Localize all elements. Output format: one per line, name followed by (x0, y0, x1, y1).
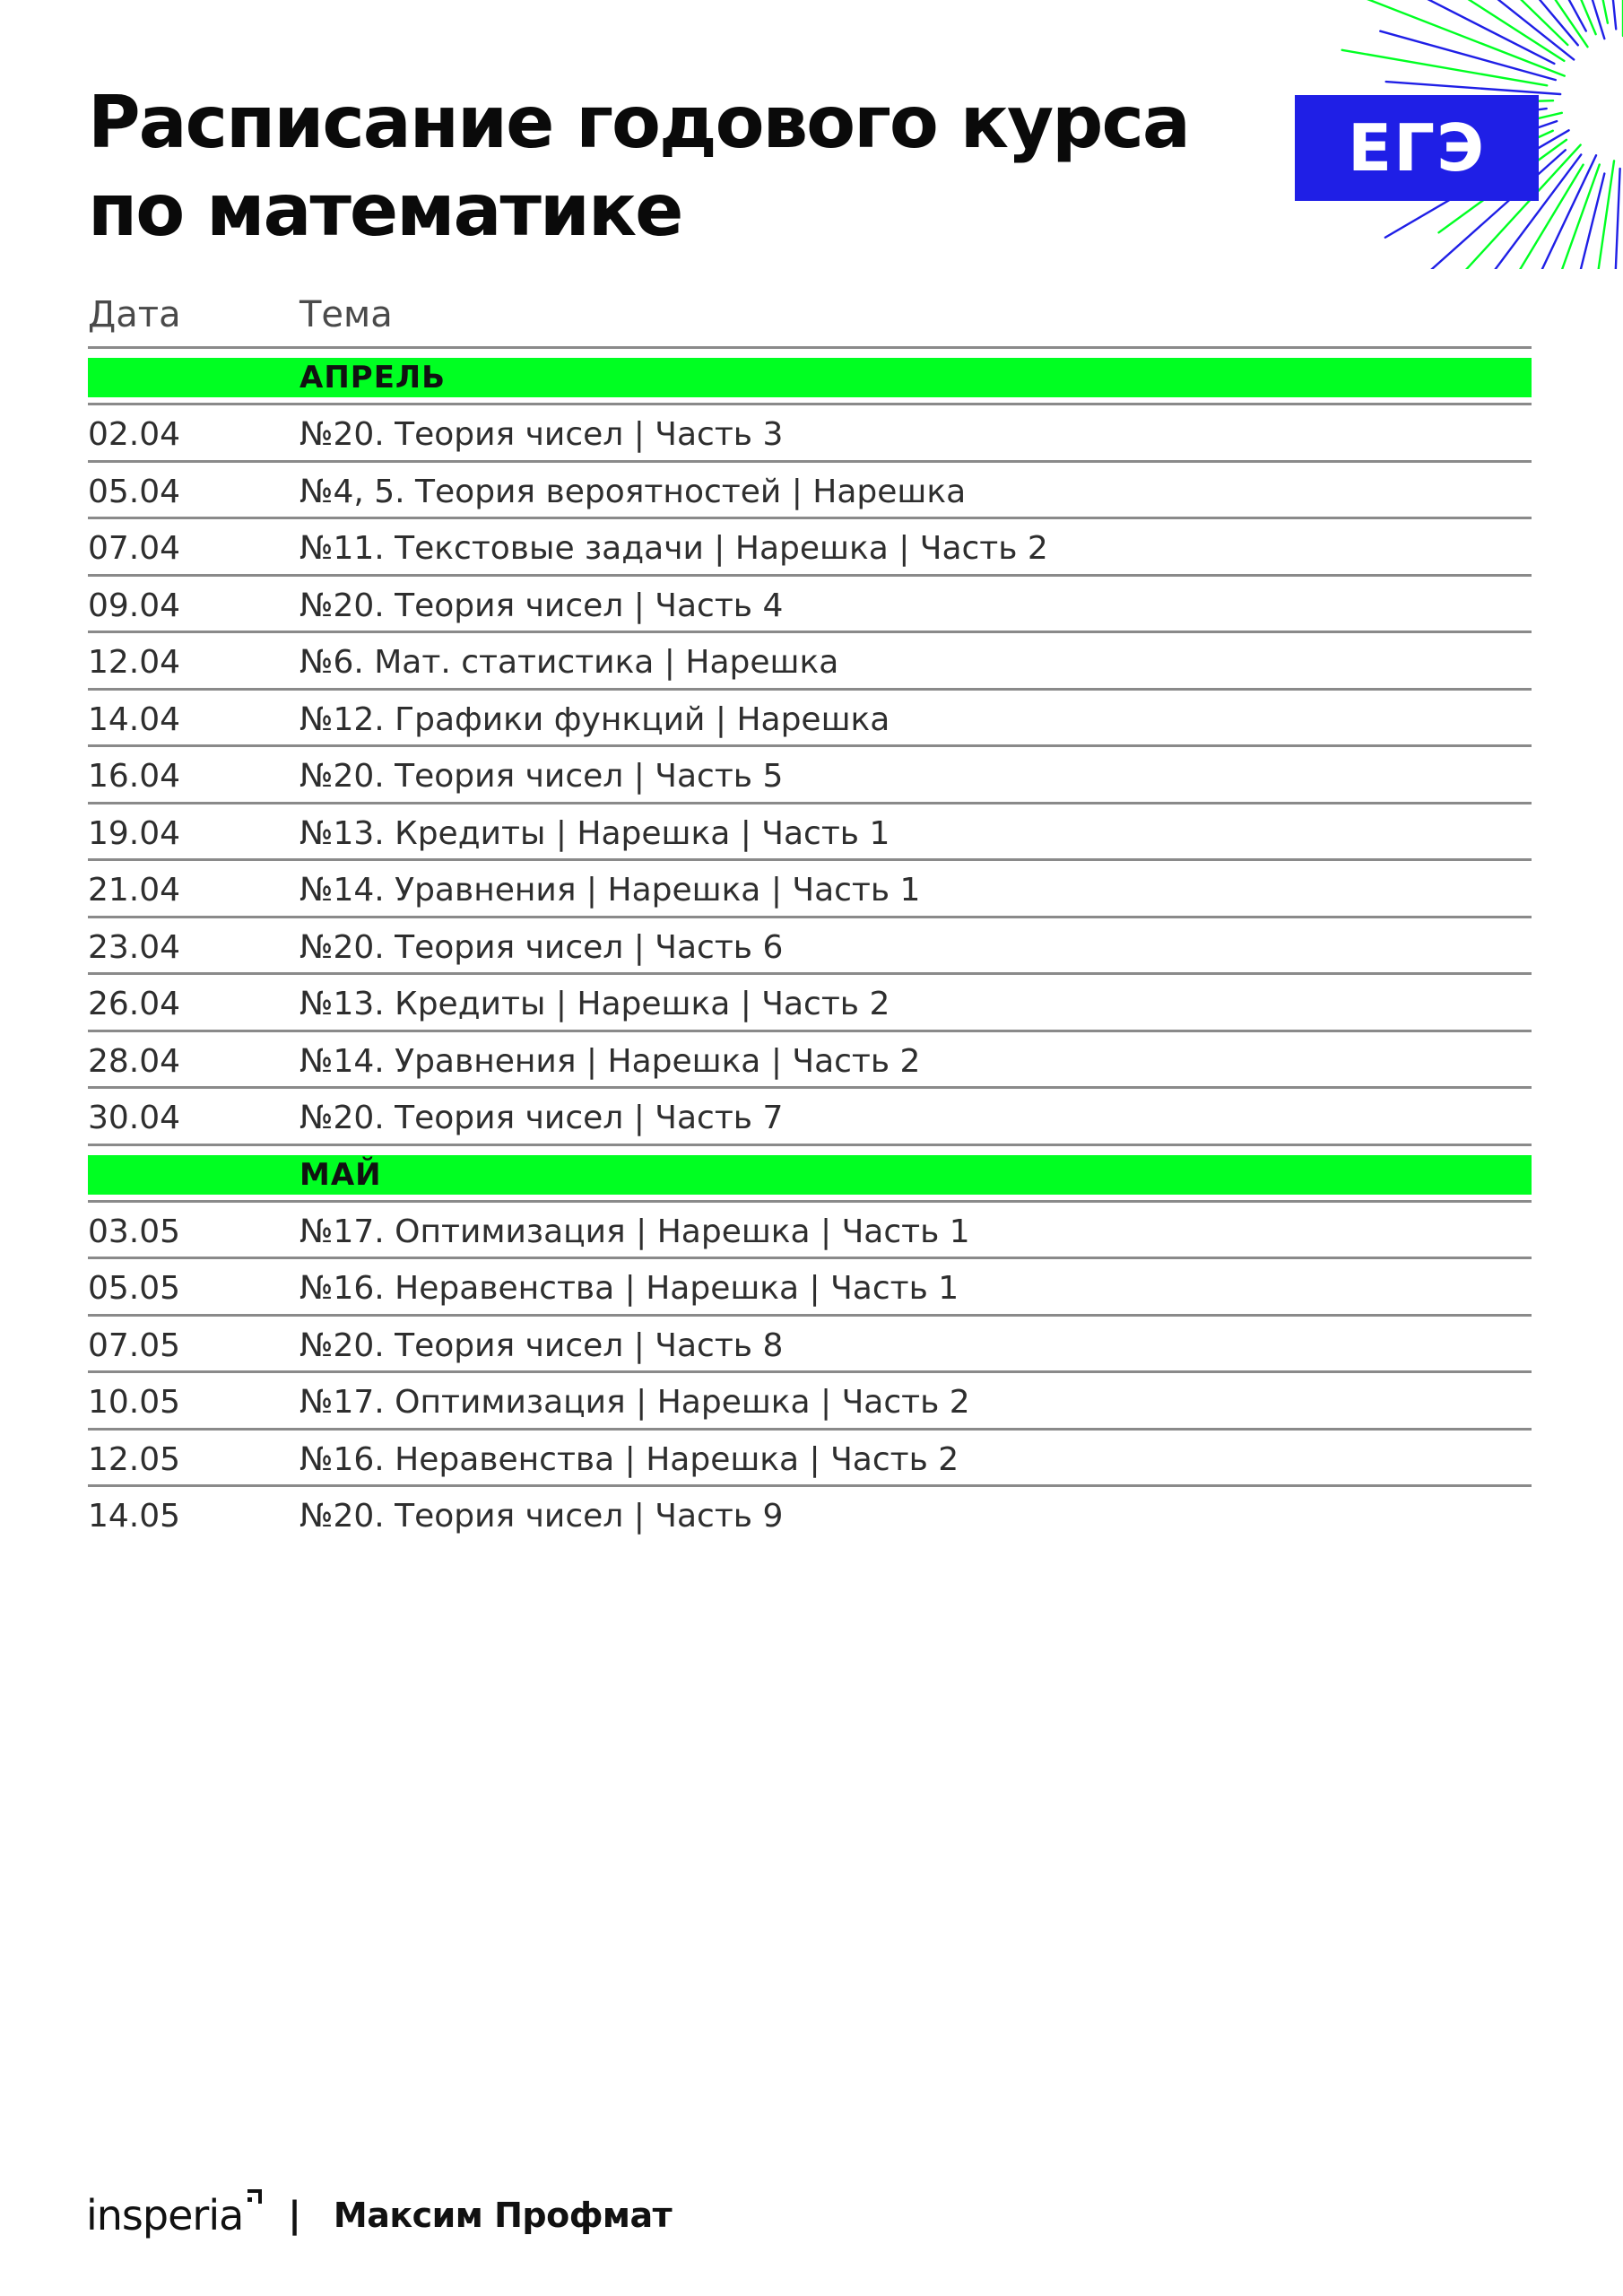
row-topic: №4, 5. Теория вероятностей | Нарешка (299, 473, 967, 510)
row-date: 05.05 (88, 1270, 181, 1307)
row-topic: №17. Оптимизация | Нарешка | Часть 2 (299, 1384, 970, 1421)
table-row (88, 1259, 1532, 1317)
row-topic: №20. Теория чисел | Часть 6 (299, 928, 784, 966)
row-topic: №13. Кредиты | Нарешка | Часть 2 (299, 986, 890, 1022)
table-row (88, 804, 1532, 862)
table-row (88, 1032, 1532, 1090)
burst-ray (1342, 50, 1548, 86)
table-row (88, 1431, 1532, 1488)
row-topic: №12. Графики функций | Нарешка (299, 700, 890, 738)
month-label: МАЙ (299, 1156, 382, 1193)
table-row (88, 918, 1532, 976)
table-row (88, 463, 1532, 520)
row-date: 30.04 (88, 1100, 181, 1136)
logo-text: insperia (86, 2191, 244, 2239)
row-date: 12.04 (88, 644, 181, 681)
page-title (88, 79, 1254, 255)
burst-ray (1610, 169, 1619, 269)
footer-separator: | (288, 2195, 301, 2236)
table-row (88, 747, 1532, 804)
table-row (88, 1317, 1532, 1374)
logo-corner-icon (245, 2188, 263, 2210)
table-row (88, 861, 1532, 918)
table-row (88, 1487, 1532, 1542)
table-header (88, 287, 1532, 349)
column-header-topic: Тема (299, 294, 393, 335)
burst-ray (1344, 0, 1565, 76)
table-row (88, 405, 1532, 463)
row-date: 14.04 (88, 700, 181, 738)
row-date: 03.05 (88, 1213, 181, 1250)
table-row (88, 975, 1532, 1032)
title-line-2: по математике (88, 167, 681, 255)
row-topic: №20. Теория чисел | Часть 4 (299, 587, 784, 624)
table-row (88, 577, 1532, 634)
burst-ray (1587, 161, 1614, 269)
row-topic: №20. Теория чисел | Часть 7 (299, 1100, 784, 1136)
exam-badge: ЕГЭ (1295, 95, 1539, 201)
row-topic: №20. Теория чисел | Часть 5 (299, 758, 784, 795)
row-date: 28.04 (88, 1042, 181, 1080)
row-topic: №20. Теория чисел | Часть 9 (299, 1498, 784, 1535)
table-row (88, 1373, 1532, 1431)
row-topic: №13. Кредиты | Нарешка | Часть 1 (299, 814, 890, 852)
row-date: 21.04 (88, 872, 181, 909)
footer (86, 2179, 672, 2251)
column-header-date: Дата (88, 294, 181, 335)
burst-ray (1385, 0, 1554, 64)
row-topic: №16. Неравенства | Нарешка | Часть 2 (299, 1440, 959, 1478)
row-date: 16.04 (88, 758, 181, 795)
month-label: АПРЕЛЬ (299, 360, 447, 396)
row-topic: №20. Теория чисел | Часть 3 (299, 416, 784, 453)
row-topic: №20. Теория чисел | Часть 8 (299, 1326, 784, 1364)
row-topic: №6. Мат. статистика | Нарешка (299, 644, 839, 681)
burst-ray (1551, 173, 1604, 269)
row-date: 09.04 (88, 587, 181, 624)
table-row (88, 1089, 1532, 1146)
row-date: 14.05 (88, 1498, 181, 1535)
table-row (88, 633, 1532, 691)
row-topic: №14. Уравнения | Нарешка | Часть 2 (299, 1042, 921, 1080)
row-topic: №11. Текстовые задачи | Нарешка | Часть 2 (299, 530, 1048, 567)
row-date: 12.05 (88, 1440, 181, 1478)
table-row (88, 1203, 1532, 1260)
row-topic: №17. Оптимизация | Нарешка | Часть 1 (299, 1213, 970, 1250)
table-row (88, 519, 1532, 577)
schedule-table (88, 287, 1532, 1542)
row-date: 10.05 (88, 1384, 181, 1421)
row-date: 07.04 (88, 530, 181, 567)
title-line-1: Расписание годового курса (88, 81, 1189, 164)
table-row (88, 691, 1532, 748)
author-name: Максим Профмат (333, 2196, 673, 2235)
month-section-may (88, 1146, 1532, 1203)
row-date: 23.04 (88, 928, 181, 966)
row-date: 05.04 (88, 473, 181, 510)
row-topic: №14. Уравнения | Нарешка | Часть 1 (299, 872, 921, 909)
month-section-april (88, 349, 1532, 405)
row-date: 19.04 (88, 814, 181, 852)
row-date: 26.04 (88, 986, 181, 1022)
row-topic: №16. Неравенства | Нарешка | Часть 1 (299, 1270, 959, 1307)
row-date: 07.05 (88, 1326, 181, 1364)
insperia-logo (86, 2191, 263, 2239)
row-date: 02.04 (88, 416, 181, 453)
